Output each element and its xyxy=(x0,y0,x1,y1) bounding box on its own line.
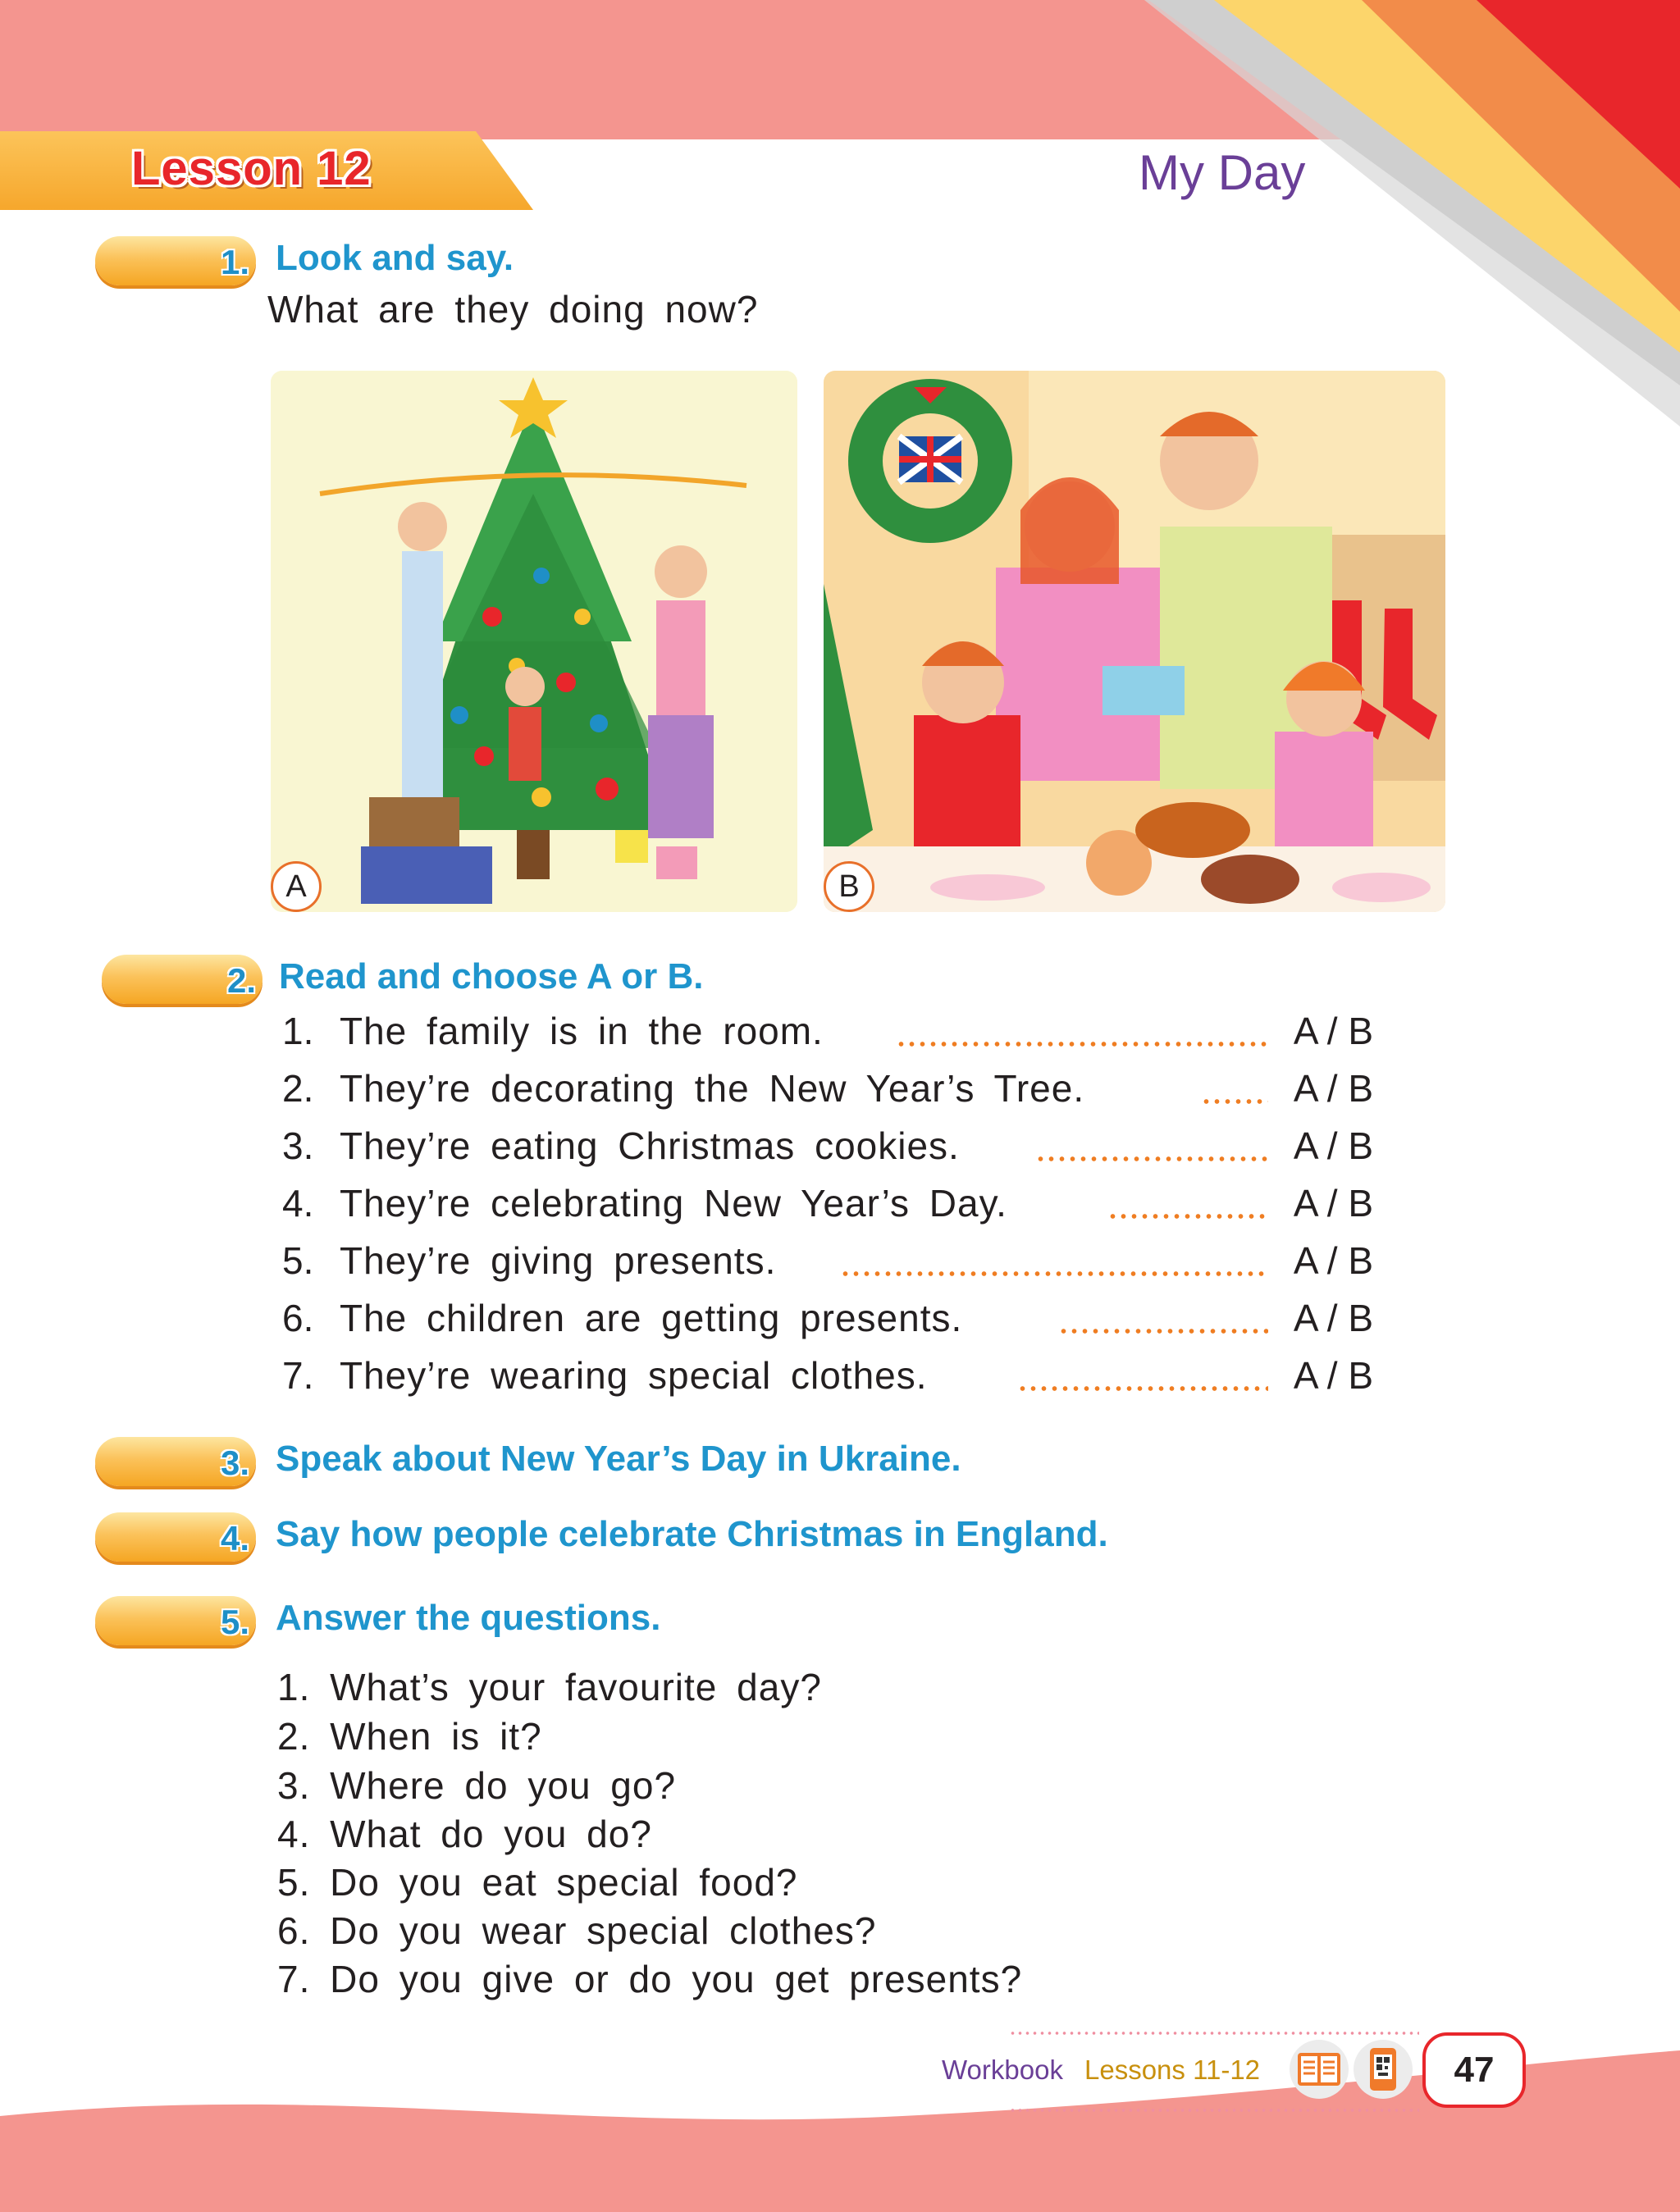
statement-row: 2. They’re decorating the New Year’s Tree. A / B xyxy=(282,1067,1373,1110)
answer-choice-a-b[interactable]: A / B xyxy=(1293,1010,1373,1052)
task-2-title: Read and choose A or B. xyxy=(279,956,704,997)
task-3-badge: 3. xyxy=(95,1437,256,1486)
statement-row: 7. They’re wearing special clothes. A / B xyxy=(282,1354,1373,1397)
family-celebration-illustration xyxy=(824,371,1445,912)
picture-b-label: B xyxy=(824,861,874,912)
footer-dotted-line xyxy=(1009,2109,1419,2112)
footer-dotted-line xyxy=(1009,2032,1419,2035)
picture-b xyxy=(824,371,1445,912)
statement-row: 5. They’re giving presents. A / B xyxy=(282,1239,1373,1282)
task-2-badge: 2. xyxy=(102,955,262,1004)
answer-leader-dots xyxy=(1017,1386,1268,1391)
answer-leader-dots xyxy=(896,1042,1268,1047)
picture-a xyxy=(271,371,797,912)
question-item: 2. When is it? xyxy=(277,1715,542,1758)
qr-phone-icon[interactable] xyxy=(1354,2040,1413,2099)
unit-title: My Day xyxy=(1139,145,1306,200)
answer-choice-a-b[interactable]: A / B xyxy=(1293,1354,1373,1397)
task-3-title: Speak about New Year’s Day in Ukraine. xyxy=(276,1439,961,1479)
question-item: 3. Where do you go? xyxy=(277,1764,677,1807)
task-1-title: Look and say. xyxy=(276,238,514,278)
lesson-label: Lesson 12 xyxy=(131,142,372,195)
task-4-title: Say how people celebrate Christmas in England. xyxy=(276,1514,1108,1554)
task-5-badge: 5. xyxy=(95,1596,256,1645)
question-item: 5. Do you eat special food? xyxy=(277,1861,798,1904)
statement-row: 3. They’re eating Christmas cookies. A / B xyxy=(282,1124,1373,1167)
christmas-tree-illustration xyxy=(271,371,797,912)
answer-leader-dots xyxy=(1058,1329,1268,1334)
workbook-book-icon[interactable] xyxy=(1290,2040,1349,2099)
answer-leader-dots xyxy=(1035,1156,1268,1161)
answer-choice-a-b[interactable]: A / B xyxy=(1293,1297,1373,1339)
answer-choice-a-b[interactable]: A / B xyxy=(1293,1239,1373,1282)
question-item: 7. Do you give or do you get presents? xyxy=(277,1958,1023,2000)
answer-leader-dots xyxy=(840,1271,1268,1276)
statement-row: 6. The children are getting presents. A / B xyxy=(282,1297,1373,1339)
task-1-question: What are they doing now? xyxy=(267,288,759,331)
page-number: 47 xyxy=(1422,2032,1526,2108)
question-item: 6. Do you wear special clothes? xyxy=(277,1909,877,1952)
answer-leader-dots xyxy=(1201,1099,1268,1104)
answer-choice-a-b[interactable]: A / B xyxy=(1293,1182,1373,1225)
answer-choice-a-b[interactable]: A / B xyxy=(1293,1124,1373,1167)
question-item: 4. What do you do? xyxy=(277,1813,652,1855)
answer-leader-dots xyxy=(1107,1214,1268,1219)
answer-choice-a-b[interactable]: A / B xyxy=(1293,1067,1373,1110)
workbook-lessons-label: Lessons 11-12 xyxy=(1084,2055,1261,2085)
workbook-label: Workbook xyxy=(942,2055,1063,2085)
statement-row: 1. The family is in the room. A / B xyxy=(282,1010,1373,1052)
question-item: 1. What’s your favourite day? xyxy=(277,1666,822,1708)
picture-a-label: A xyxy=(271,861,322,912)
task-5-title: Answer the questions. xyxy=(276,1598,661,1638)
task-4-badge: 4. xyxy=(95,1512,256,1562)
statement-row: 4. They’re celebrating New Year’s Day. A / B xyxy=(282,1182,1373,1225)
task-1-badge: 1. xyxy=(95,236,256,285)
